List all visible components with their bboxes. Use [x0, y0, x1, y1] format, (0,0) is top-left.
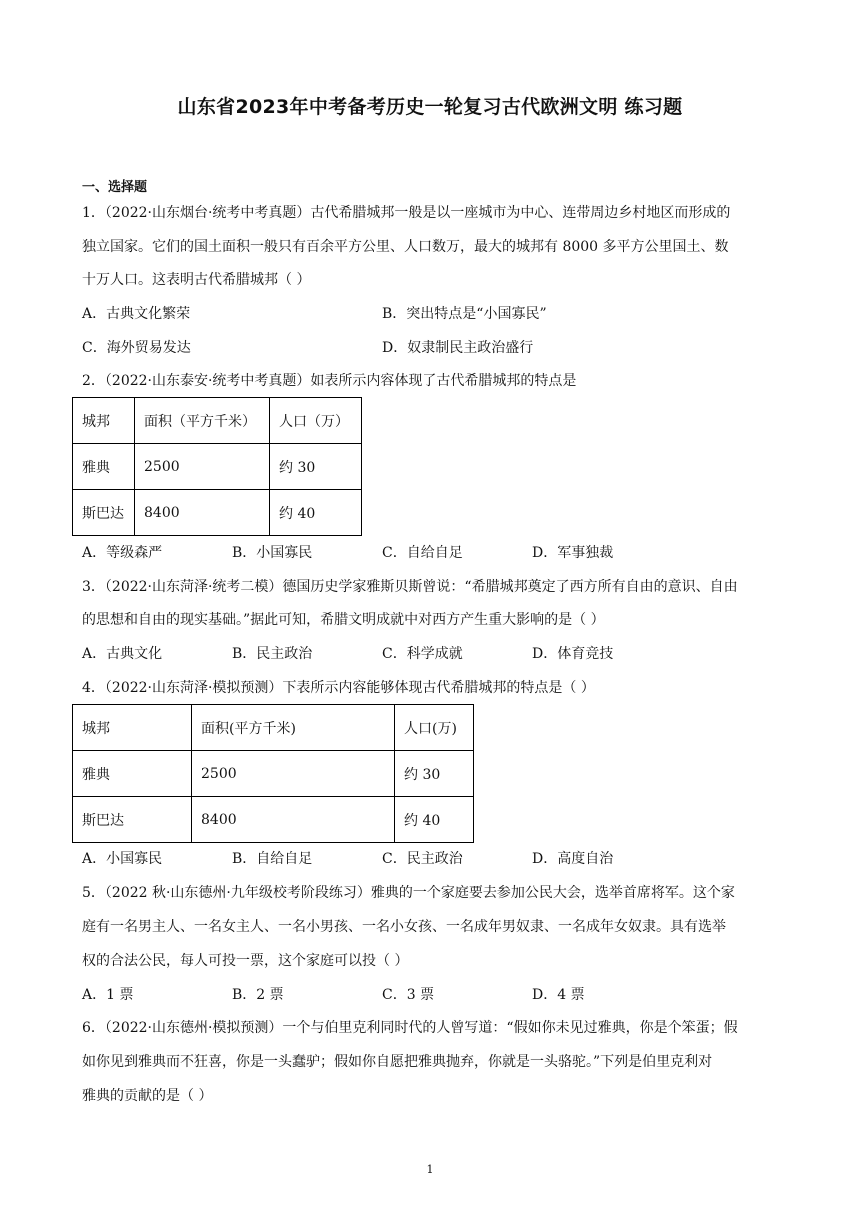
question-1-option-c: C．海外贸易发达 [82, 340, 191, 356]
question-5-line-1: 5．（2022 秋·山东德州·九年级校考阶段练习）雅典的一个家庭要去参加公民大会，选举首席将军。这个家 [82, 885, 735, 901]
question-5-line-3: 权的合法公民，每人可投一票，这个家庭可以投（ ） [82, 953, 409, 969]
question-1-option-d: D．奴隶制民主政治盛行 [382, 340, 534, 356]
table-cell: 面积（平方千米） [135, 398, 270, 444]
table-cell: 人口（万） [270, 398, 362, 444]
table-cell: 城邦 [73, 398, 135, 444]
table-cell: 雅典 [73, 751, 192, 797]
table-cell: 2500 [192, 751, 395, 797]
table-cell: 约 30 [270, 444, 362, 490]
table-row [73, 797, 474, 843]
question-2-table [72, 397, 362, 536]
question-5-option-c: C．3 票 [382, 987, 435, 1003]
question-3-option-c: C．科学成就 [382, 646, 463, 662]
page-title: 山东省2023年中考备考历史一轮复习古代欧洲文明 练习题 [177, 96, 683, 118]
table-cell: 8400 [192, 797, 395, 843]
page-number: 1 [426, 1163, 434, 1176]
table-cell: 约 30 [395, 751, 474, 797]
table-header-row [73, 705, 474, 751]
question-1-line-3: 十万人口。这表明古代希腊城邦（ ） [82, 272, 311, 288]
question-4-option-c: C．民主政治 [382, 851, 463, 867]
question-1-option-b: B．突出特点是“小国寡民” [382, 306, 547, 322]
question-6-line-2: 如你见到雅典而不狂喜，你是一头蠢驴；假如你自愿把雅典抛弃，你就是一头骆驼。”下列是伯里克利对 [82, 1054, 713, 1070]
question-3-option-d: D．体育竞技 [532, 646, 614, 662]
table-cell: 2500 [135, 444, 270, 490]
question-1-option-a: A．古典文化繁荣 [82, 306, 191, 322]
section-heading: 一、选择题 [82, 180, 148, 195]
question-2-option-a: A．等级森严 [82, 545, 163, 561]
question-1-line-1: 1．（2022·山东烟台·统考中考真题）古代希腊城邦一般是以一座城市为中心、连带周边乡村地区而形成的 [82, 205, 731, 221]
question-4-option-a: A．小国寡民 [82, 851, 163, 867]
question-5-option-d: D．4 票 [532, 987, 585, 1003]
question-4-line-1: 4．（2022·山东菏泽·模拟预测）下表所示内容能够体现古代希腊城邦的特点是（ ） [82, 680, 595, 696]
table-row [73, 751, 474, 797]
question-6-line-1: 6．（2022·山东德州·模拟预测）一个与伯里克利同时代的人曾写道：“假如你未见过雅典，你是个笨蛋；假 [82, 1020, 738, 1036]
question-3-line-2: 的思想和自由的现实基础。”据此可知，希腊文明成就中对西方产生重大影响的是（ ） [82, 612, 605, 628]
question-3-line-1: 3．（2022·山东菏泽·统考二模）德国历史学家雅斯贝斯曾说：“希腊城邦奠定了西方所有自由的意识、自由 [82, 579, 738, 595]
table-cell: 斯巴达 [73, 490, 135, 536]
table-cell: 雅典 [73, 444, 135, 490]
question-2-option-d: D．军事独裁 [532, 545, 614, 561]
table-cell: 斯巴达 [73, 797, 192, 843]
table-row [73, 490, 362, 536]
question-2-option-b: B．小国寡民 [232, 545, 313, 561]
question-5-option-a: A．1 票 [82, 987, 134, 1003]
table-cell: 8400 [135, 490, 270, 536]
table-row [73, 444, 362, 490]
question-5-line-2: 庭有一名男主人、一名女主人、一名小男孩、一名小女孩、一名成年男奴隶、一名成年女奴隶。具有选举 [82, 919, 726, 935]
question-3-option-b: B．民主政治 [232, 646, 313, 662]
question-2-line-1: 2．（2022·山东泰安·统考中考真题）如表所示内容体现了古代希腊城邦的特点是 [82, 373, 577, 389]
question-6-line-3: 雅典的贡献的是（ ） [82, 1088, 213, 1104]
table-cell: 人口(万) [395, 705, 474, 751]
question-3-option-a: A．古典文化 [82, 646, 163, 662]
table-cell: 面积(平方千米) [192, 705, 395, 751]
table-cell: 约 40 [270, 490, 362, 536]
table-cell: 城邦 [73, 705, 192, 751]
question-2-option-c: C．自给自足 [382, 545, 463, 561]
table-cell: 约 40 [395, 797, 474, 843]
table-header-row [73, 398, 362, 444]
question-5-option-b: B．2 票 [232, 987, 284, 1003]
question-4-option-b: B．自给自足 [232, 851, 313, 867]
question-1-line-2: 独立国家。它们的国土面积一般只有百余平方公里、人口数万，最大的城邦有 8000 多平方公里国土、数 [82, 239, 729, 255]
question-4-option-d: D．高度自治 [532, 851, 614, 867]
question-4-table [72, 704, 474, 843]
